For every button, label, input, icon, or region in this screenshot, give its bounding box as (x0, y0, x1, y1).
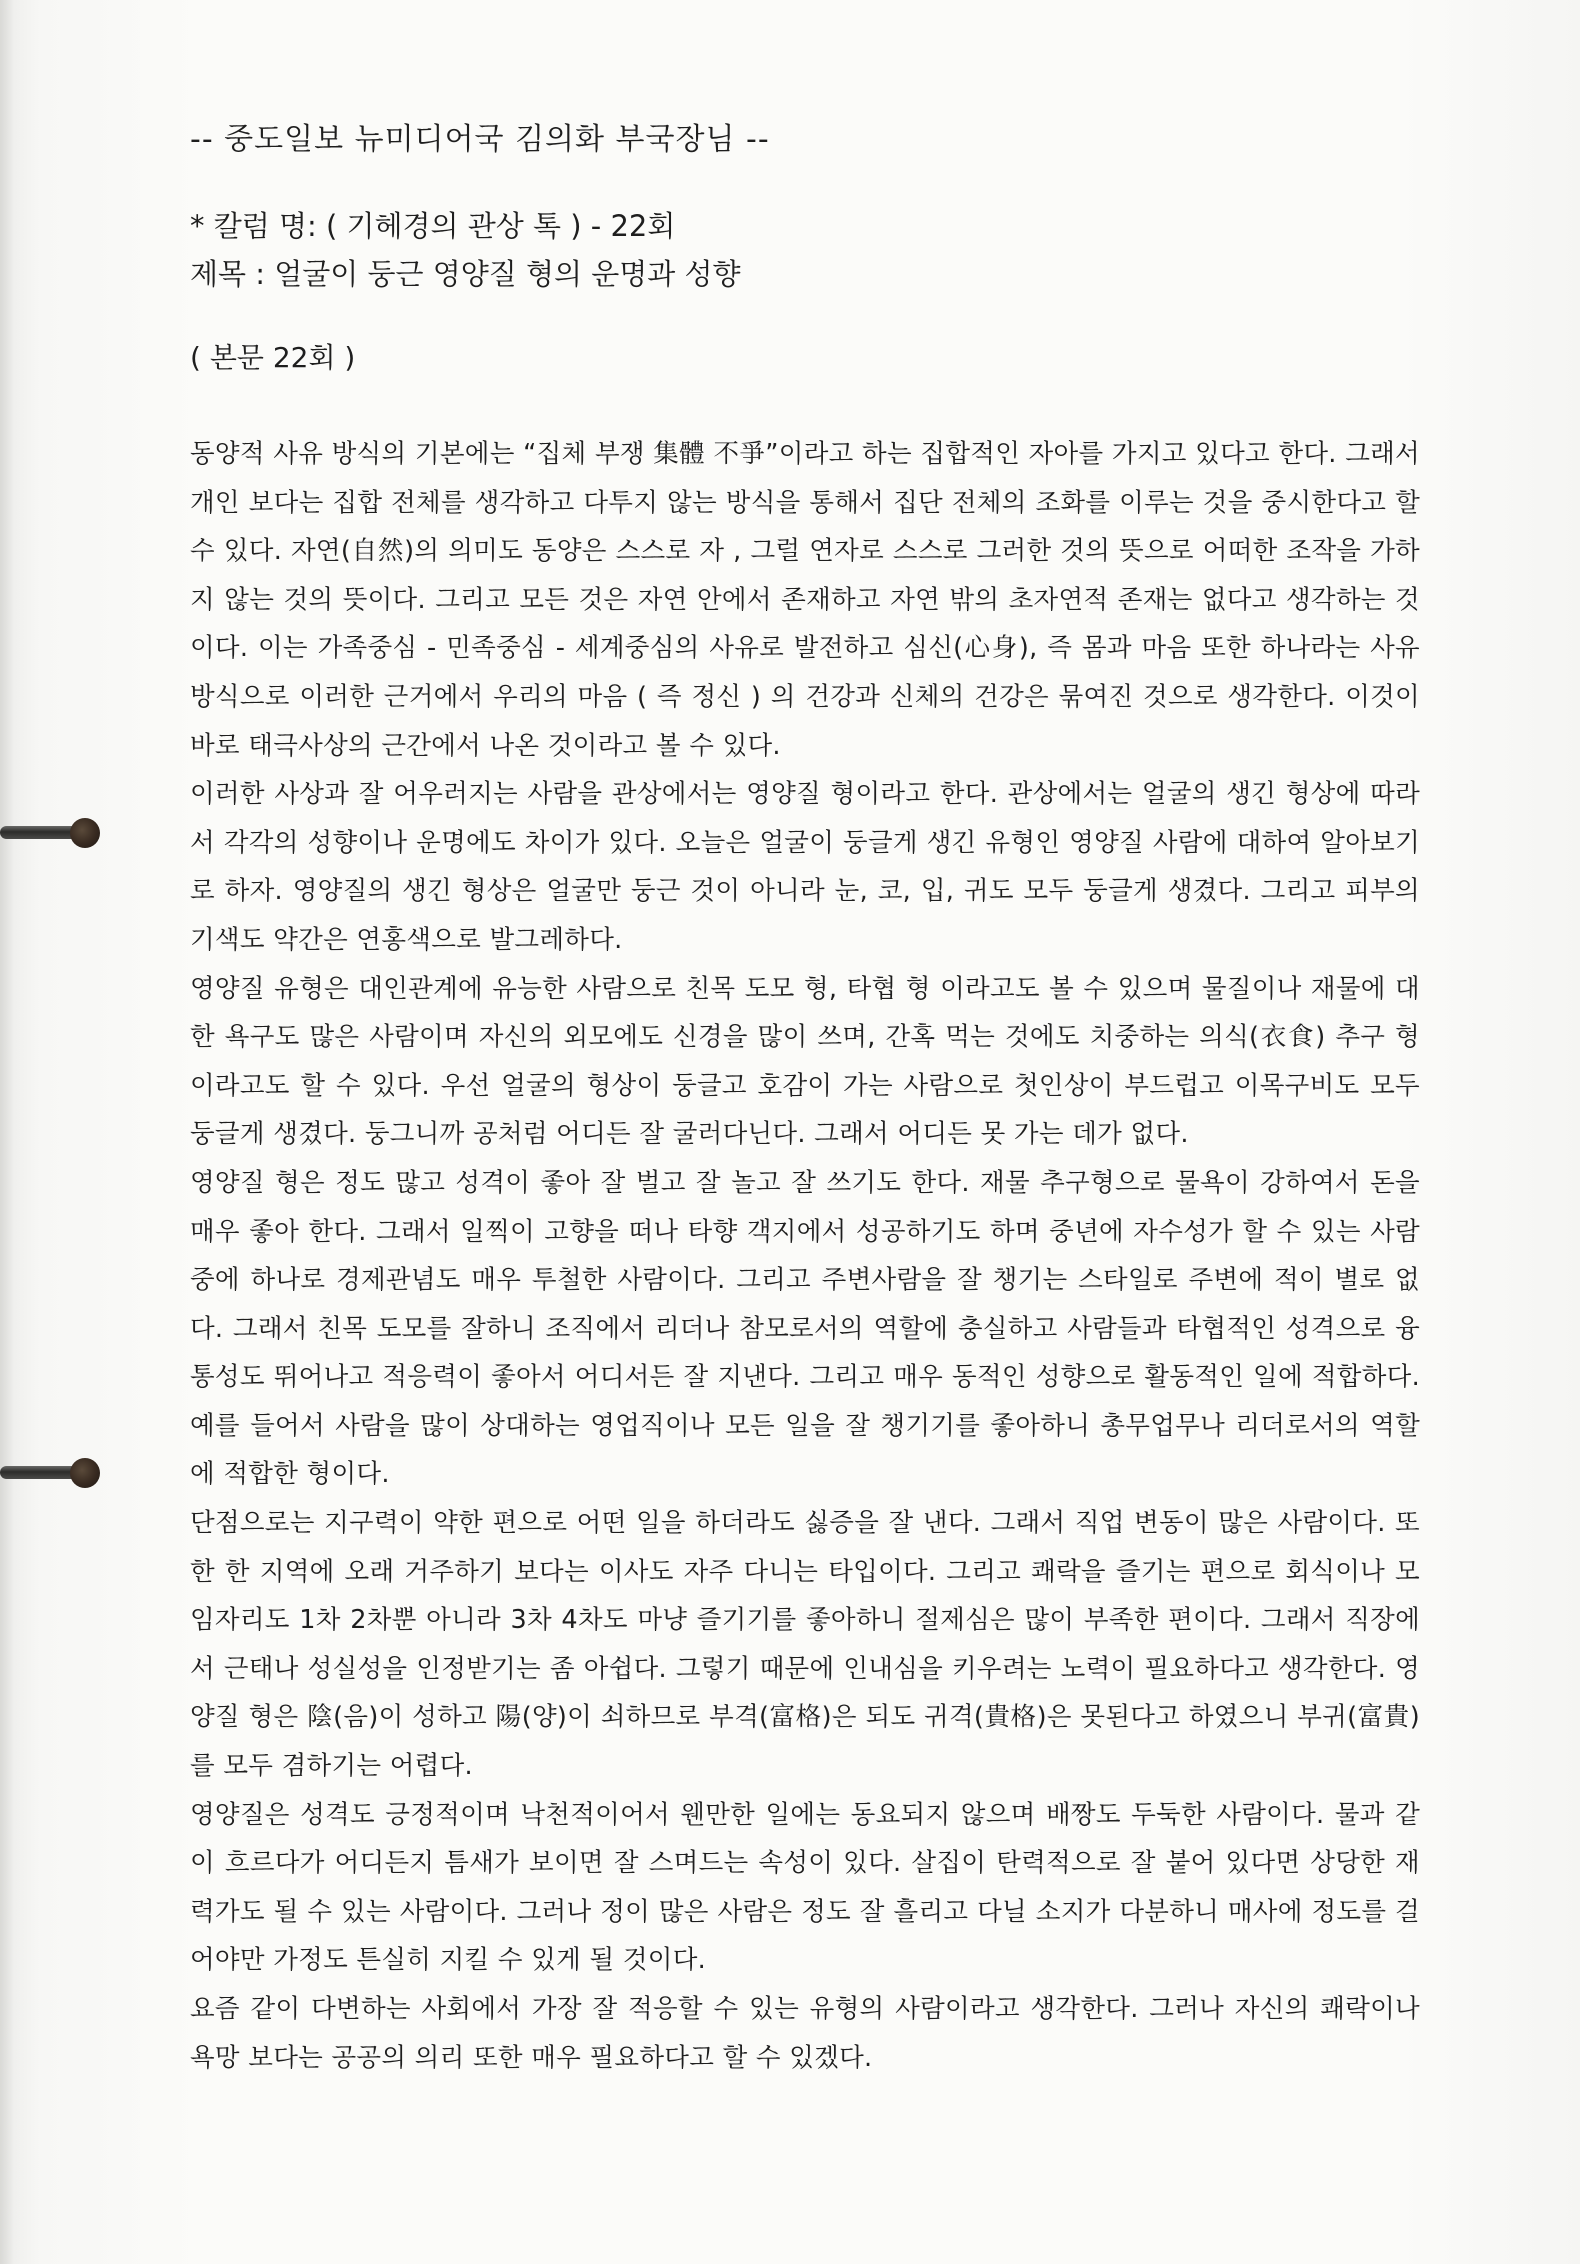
binder-ring-knob (70, 818, 100, 848)
page-edge-shadow (0, 0, 14, 2264)
binder-ring-knob (70, 1458, 100, 1488)
body-paragraph: 영양질 유형은 대인관계에 유능한 사람으로 친목 도모 형, 타협 형 이라고도 볼 수 있으며 물질이나 재물에 대한 욕구도 많은 사람이며 자신의 외모에도 신경을 많이 쓰며, 간혹 먹는 것에도 치중하는 의식(衣食) 추구 형 이라고도 할 수 있다. 우선 얼굴의 형상이 둥글고 호감이 가는 사람으로 첫인상이 부드럽고 이목구비도 모두 둥글게 생겼다. 둥그니까 공처럼 어디든 잘 굴러다닌다. 그래서 어디든 못 가는 데가 없다. (190, 973, 1420, 1150)
body-paragraph: 동양적 사유 방식의 기본에는 “집체 부쟁 集體 不爭”이라고 하는 집합적인 자아를 가지고 있다고 한다. 그래서 개인 보다는 집합 전체를 생각하고 다투지 않는 방식을 통해서 집단 전체의 조화를 이루는 것을 중시한다고 할 수 있다. 자연(自然)의 의미도 동양은 스스로 자 , 그럴 연자로 스스로 그러한 것의 뜻으로 어떠한 조작을 가하지 않는 것의 뜻이다. 그리고 모든 것은 자연 안에서 존재하고 자연 밖의 초자연적 존재는 없다고 생각하는 것이다. 이는 가족중심 - 민족중심 - 세계중심의 사유로 발전하고 심신(心身), 즉 몸과 마음 또한 하나라는 사유방식으로 이러한 근거에서 우리의 마음 ( 즉 정신 ) 의 건강과 신체의 건강은 묶여진 것으로 생각한다. 이것이 바로 태극사상의 근간에서 나온 것이라고 볼 수 있다. (190, 439, 1420, 761)
body-paragraph: 영양질 형은 정도 많고 성격이 좋아 잘 벌고 잘 놀고 잘 쓰기도 한다. 재물 추구형으로 물욕이 강하여서 돈을 매우 좋아 한다. 그래서 일찍이 고향을 떠나 타향 객지에서 성공하기도 하며 중년에 자수성가 할 수 있는 사람 중에 하나로 경제관념도 매우 투철한 사람이다. 그리고 주변사람을 잘 챙기는 스타일로 주변에 적이 별로 없다. 그래서 친목 도모를 잘하니 조직에서 리더나 참모로서의 역할에 충실하고 사람들과 타협적인 성격으로 융통성도 뛰어나고 적응력이 좋아서 어디서든 잘 지낸다. 그리고 매우 동적인 성향으로 활동적인 일에 적합하다. 예를 들어서 사람을 많이 상대하는 영업직이나 모든 일을 잘 챙기기를 좋아하니 총무업무나 리더로서의 역할에 적합한 형이다. (190, 1167, 1420, 1490)
body-paragraph: 영양질은 성격도 긍정적이며 낙천적이어서 웬만한 일에는 동요되지 않으며 배짱도 두둑한 사람이다. 물과 같이 흐르다가 어디든지 틈새가 보이면 잘 스며드는 속성이 있다. 살집이 탄력적으로 잘 붙어 있다면 상당한 재력가도 될 수 있는 사람이다. 그러나 정이 많은 사람은 정도 잘 흘리고 다닐 소지가 다분하니 매사에 정도를 걸어야만 가정도 튼실히 지킬 수 있게 될 것이다. (190, 1799, 1420, 1976)
binder-ring-bar (0, 1466, 78, 1479)
section-label: ( 본문 22회 ) (190, 341, 356, 374)
article-body (190, 430, 1420, 2082)
body-paragraph: 이러한 사상과 잘 어우러지는 사람을 관상에서는 영양질 형이라고 한다. 관상에서는 얼굴의 생긴 형상에 따라서 각각의 성향이나 운명에도 차이가 있다. 오늘은 얼굴이 둥글게 생긴 유형인 영양질 사람에 대하여 알아보기로 하자. 영양질의 생긴 형상은 얼굴만 둥근 것이 아니라 눈, 코, 입, 귀도 모두 둥글게 생겼다. 그리고 피부의 기색도 약간은 연홍색으로 발그레하다. (190, 779, 1420, 955)
byline-header: -- 중도일보 뉴미디어국 김의화 부국장님 -- (190, 122, 770, 157)
column-name: * 칼럼 명: ( 기헤경의 관상 톡 ) - 22회 (190, 209, 676, 243)
document-content (190, 120, 1420, 2082)
article-title: 제목 : 얼굴이 둥근 영양질 형의 운명과 성향 (190, 257, 741, 291)
binder-ring-top (0, 818, 100, 844)
body-paragraph: 요즘 같이 다변하는 사회에서 가장 잘 적응할 수 있는 유형의 사람이라고 생각한다. 그러나 자신의 쾌락이나 욕망 보다는 공공의 의리 또한 매우 필요하다고 할 수 있겠다. (190, 1994, 1420, 2073)
binder-ring-bottom (0, 1458, 100, 1484)
binder-ring-bar (0, 826, 78, 839)
body-paragraph: 단점으로는 지구력이 약한 편으로 어떤 일을 하더라도 싫증을 잘 낸다. 그래서 직업 변동이 많은 사람이다. 또한 한 지역에 오래 거주하기 보다는 이사도 자주 다니는 타입이다. 그리고 쾌락을 즐기는 편으로 회식이나 모임자리도 1차 2차뿐 아니라 3차 4차도 마냥 즐기기를 좋아하니 절제심은 많이 부족한 편이다. 그래서 직장에서 근태나 성실성을 인정받기는 좀 아쉽다. 그렇기 때문에 인내심을 키우려는 노력이 필요하다고 생각한다. 영양질 형은 陰(음)이 성하고 陽(양)이 쇠하므로 부격(富格)은 되도 귀격(貴格)은 못된다고 하였으니 부귀(富貴)를 모두 겸하기는 어렵다. (190, 1508, 1420, 1782)
